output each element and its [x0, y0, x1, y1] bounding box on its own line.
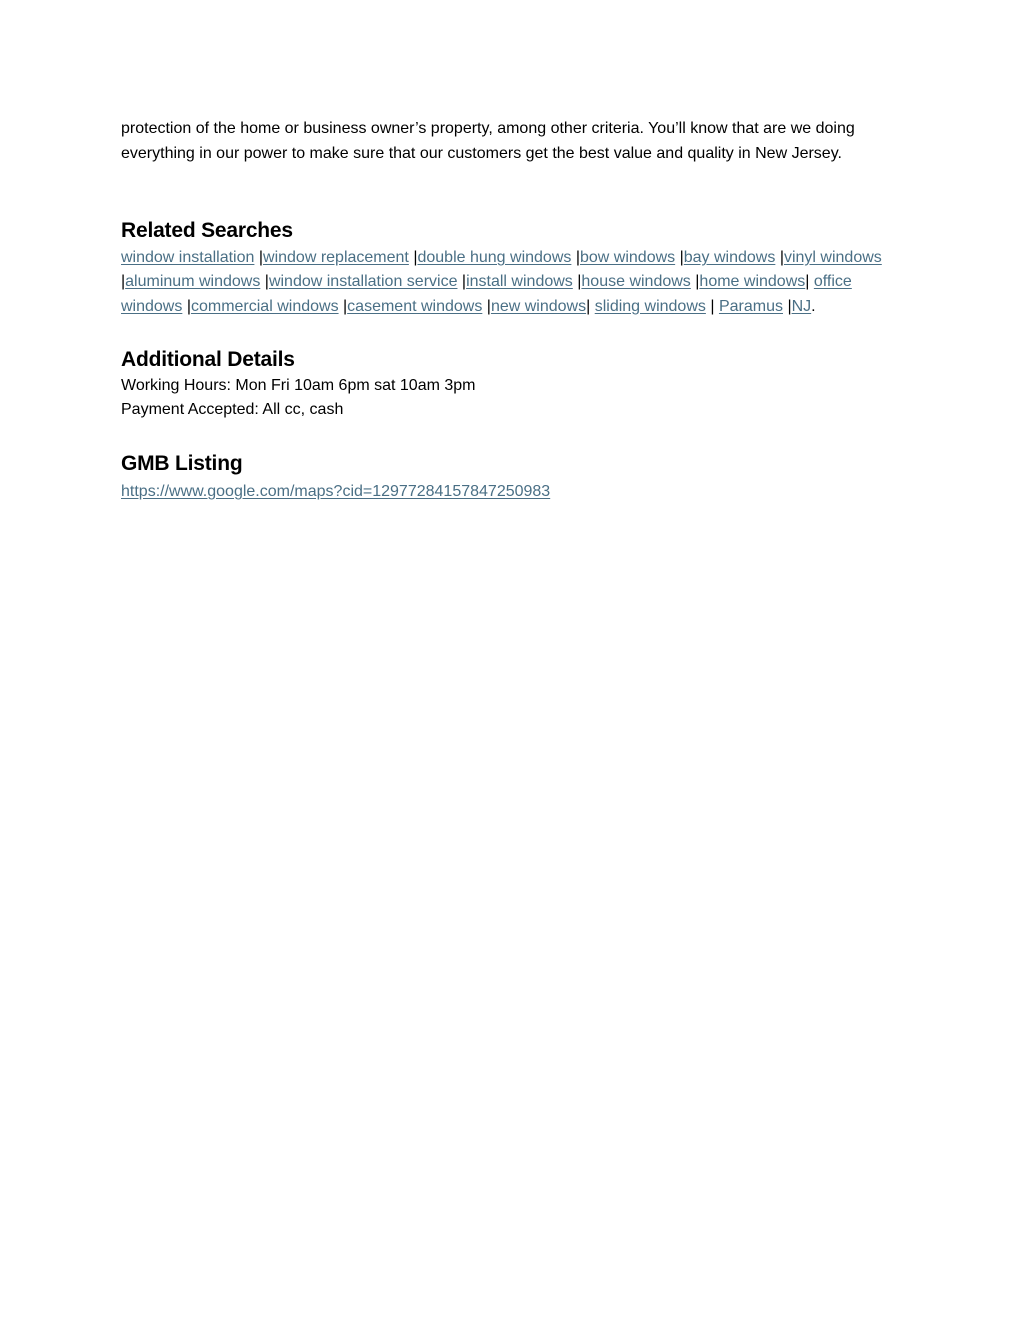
related-link-sliding-windows[interactable]: sliding windows	[594, 297, 706, 315]
link-separator: |	[695, 273, 700, 291]
related-link-paramus[interactable]: Paramus	[718, 297, 783, 315]
link-separator: |	[679, 249, 684, 266]
related-link-bow-windows[interactable]: bow windows	[579, 249, 676, 266]
intro-paragraph: protection of the home or business owner’s property, among other criteria. You’ll know that are we doing everything in our power to make sure that our customers get the best value and quality in New Jersey.	[121, 120, 855, 162]
link-separator: |	[264, 273, 269, 291]
gmb-listing-heading: GMB Listing	[121, 451, 243, 475]
related-link-nj[interactable]: NJ	[791, 297, 812, 315]
link-separator: |	[710, 297, 715, 315]
link-separator: |	[186, 297, 191, 315]
link-separator: |	[413, 249, 418, 266]
related-link-aluminum-windows[interactable]: aluminum windows	[125, 273, 261, 291]
related-link-window-replacement[interactable]: window replacement	[263, 249, 409, 266]
link-separator: |	[805, 273, 810, 291]
link-separator: |	[586, 297, 591, 315]
related-link-home-windows[interactable]: home windows	[699, 273, 806, 291]
link-separator: |	[121, 273, 126, 291]
related-link-casement-windows[interactable]: casement windows	[347, 297, 483, 315]
related-link-commercial-windows[interactable]: commercial windows	[190, 297, 339, 315]
related-link-window-installation-service[interactable]: window installation service	[268, 273, 458, 291]
end-punctuation: .	[811, 297, 816, 315]
link-separator: |	[343, 297, 348, 315]
link-separator: |	[258, 249, 264, 266]
link-separator: |	[787, 297, 792, 315]
link-separator: |	[575, 249, 580, 266]
related-searches-heading: Related Searches	[121, 219, 293, 242]
related-link-install-windows[interactable]: install windows	[466, 273, 573, 291]
related-link-bay-windows[interactable]: bay windows	[683, 249, 776, 266]
related-link-window-installation[interactable]: window installation	[121, 249, 255, 266]
payment-accepted-text: Payment Accepted: All cc, cash	[121, 401, 344, 419]
working-hours-text: Working Hours: Mon Fri 10am 6pm sat 10am 3pm	[121, 376, 476, 394]
link-separator: |	[461, 273, 467, 291]
related-link-new-windows[interactable]: new windows	[490, 297, 587, 315]
related-link-double-hung-windows[interactable]: double hung windows	[417, 249, 572, 266]
additional-details-heading: Additional Details	[121, 347, 295, 371]
related-searches-links	[121, 246, 893, 319]
related-link-house-windows[interactable]: house windows	[581, 273, 691, 291]
link-separator: |	[779, 249, 784, 266]
link-separator: |	[486, 297, 491, 315]
link-separator: |	[577, 273, 582, 291]
related-link-vinyl-windows[interactable]: vinyl windows	[783, 249, 882, 266]
gmb-listing-link[interactable]: https://www.google.com/maps?cid=12977284157847250983	[121, 482, 551, 500]
related-link-office-windows[interactable]: office windows	[121, 273, 852, 315]
